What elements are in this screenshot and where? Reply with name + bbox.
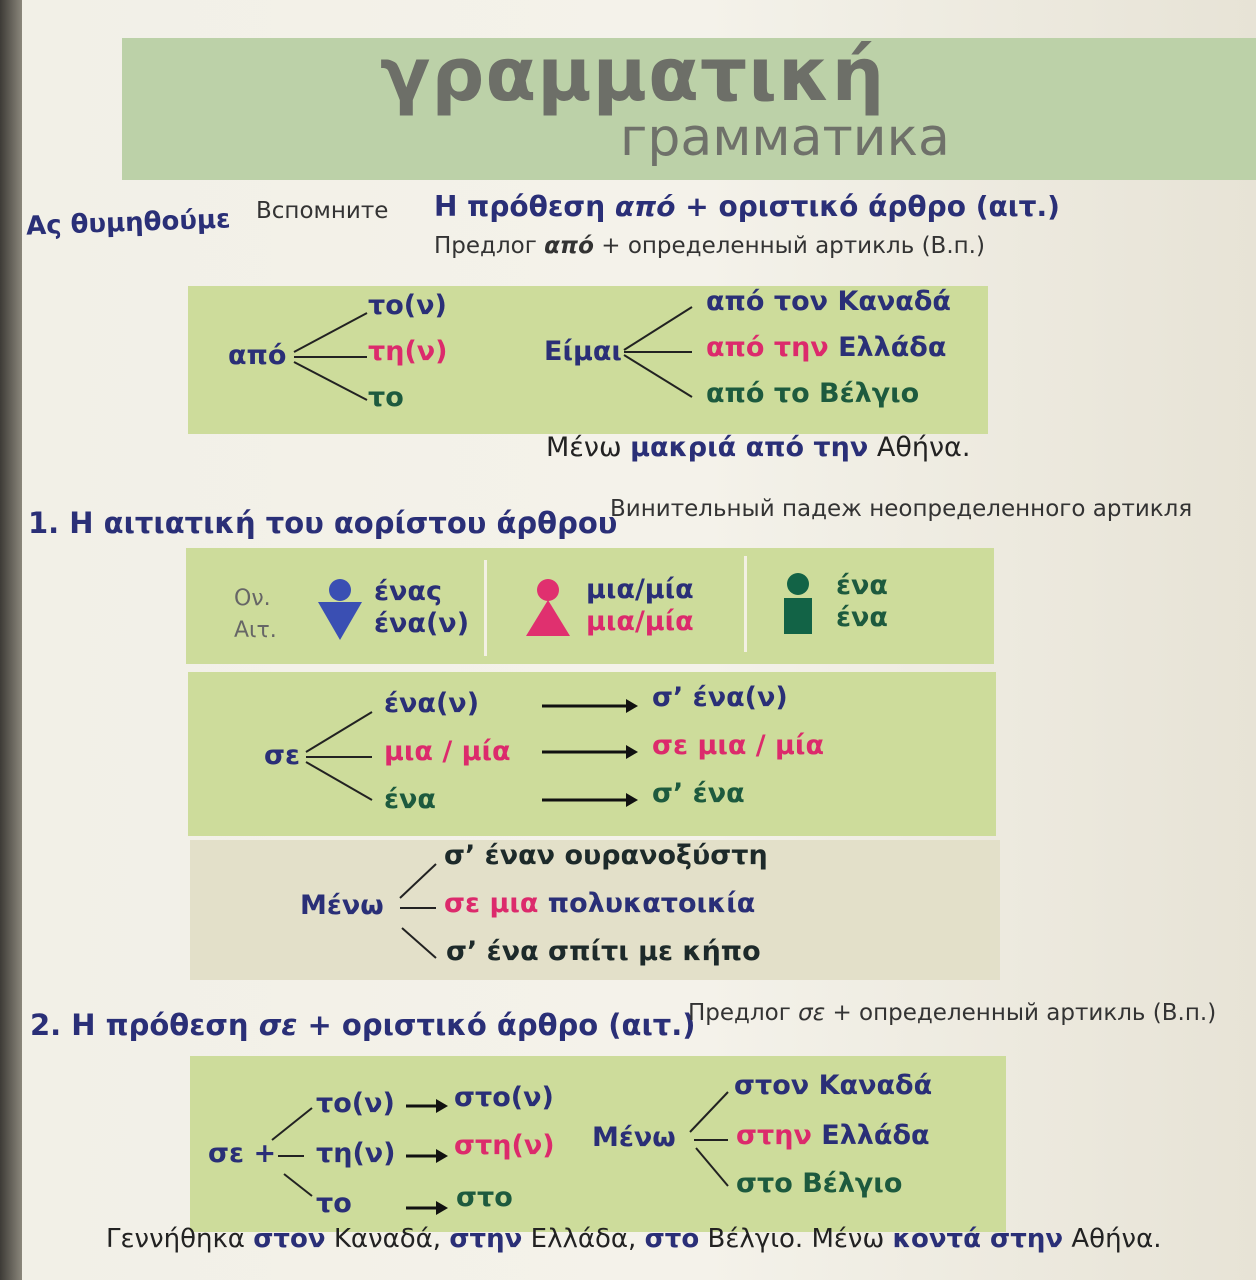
se-result-3: σ’ ένα xyxy=(652,778,745,809)
apo-branch-1: το(ν) xyxy=(368,290,447,321)
sto-article-3: το xyxy=(316,1188,352,1219)
sto-example-3: στο Βέλγιο xyxy=(736,1168,903,1199)
se-plus-root: σε + xyxy=(208,1138,277,1169)
apo-branch-2: τη(ν) xyxy=(368,336,448,367)
meno-root: Μένω xyxy=(300,890,384,921)
neut-nom: ένα xyxy=(836,570,888,601)
meno-example-1: σ’ έναν ουρανοξύστη xyxy=(444,840,768,871)
masc-acc: ένα(ν) xyxy=(374,608,470,639)
apo-branch-3: το xyxy=(368,382,404,413)
se-form-3: ένα xyxy=(384,784,436,815)
eimai-example-1: από τον Καναδά xyxy=(706,286,951,317)
sto-result-3: στο xyxy=(456,1182,513,1213)
sto-example-2: στην Ελλάδα xyxy=(736,1120,930,1151)
se-result-1: σ’ ένα(ν) xyxy=(652,682,788,713)
se-root: σε xyxy=(264,740,301,771)
se-result-2: σε μια / μία xyxy=(652,730,824,761)
recall-subheading: Предлог από + определенный артикль (В.п.) xyxy=(434,233,985,259)
sto-result-2: στη(ν) xyxy=(454,1130,555,1161)
title-greek: γραμματική xyxy=(380,32,886,118)
sto-lines xyxy=(22,0,1256,1280)
book-binding xyxy=(0,0,22,1280)
section-1-heading: 1. Η αιτιατική του αορίστου άρθρου xyxy=(28,506,618,540)
case-acc-label: Αιτ. xyxy=(234,618,277,643)
fem-nom: μια/μία xyxy=(586,574,694,605)
apo-root: από xyxy=(228,340,287,371)
meno-example-3: σ’ ένα σπίτι με κήπο xyxy=(446,936,761,967)
title-russian: грамматика xyxy=(620,108,950,168)
eimai-root: Είμαι xyxy=(544,336,622,367)
eimai-example-3: από το Βέλγιο xyxy=(706,378,920,409)
section-2-heading: 2. Η πρόθεση σε + οριστικό άρθρο (αιτ.) xyxy=(30,1008,696,1042)
case-nom-label: Ον. xyxy=(234,586,271,611)
se-form-2: μια / μία xyxy=(384,736,511,767)
apo-sentence: Μένω μακριά από την Αθήνα. xyxy=(546,432,971,463)
recall-label-ru: Вспомните xyxy=(256,198,389,224)
final-sentence: Γεννήθηκα στον Καναδά, στην Ελλάδα, στο Βέλγιο. Μένω κοντά στην Αθήνα. xyxy=(106,1224,1162,1254)
eimai-example-2: από την Ελλάδα xyxy=(706,332,947,363)
sto-meno-root: Μένω xyxy=(592,1122,676,1153)
neut-acc: ένα xyxy=(836,602,888,633)
textbook-page xyxy=(22,0,1256,1280)
se-form-1: ένα(ν) xyxy=(384,688,480,719)
sto-result-1: στο(ν) xyxy=(454,1082,554,1113)
masc-nom: ένας xyxy=(374,576,442,607)
sto-article-2: τη(ν) xyxy=(316,1138,396,1169)
section-2-subheading: Предлог σε + определенный артикль (В.п.) xyxy=(688,1000,1217,1026)
sto-article-1: το(ν) xyxy=(316,1088,395,1119)
recall-heading: Η πρόθεση από + οριστικό άρθρο (αιτ.) xyxy=(434,190,1060,223)
fem-acc: μια/μία xyxy=(586,606,694,637)
recall-label: Ας θυμηθούμε xyxy=(25,204,232,242)
section-1-subheading: Винительный падеж неопределенного артикля xyxy=(610,496,1193,522)
meno-example-2: σε μια πολυκατοικία xyxy=(444,888,756,919)
sto-example-1: στον Καναδά xyxy=(734,1070,933,1101)
